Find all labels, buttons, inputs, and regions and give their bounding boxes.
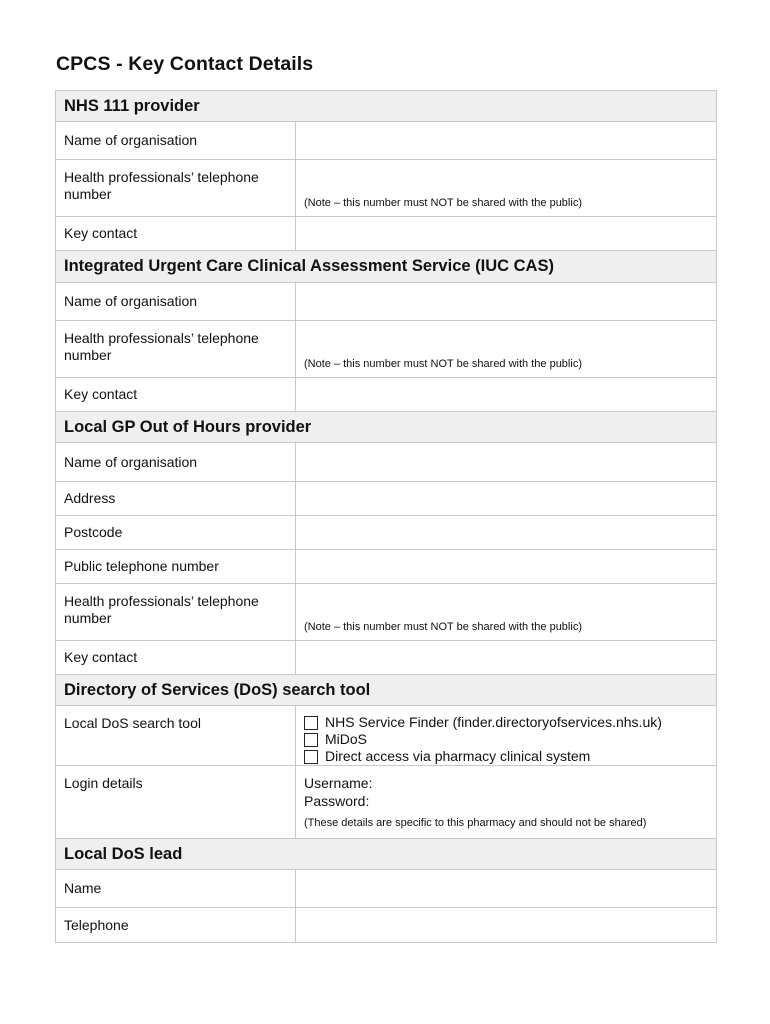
field-label: Login details xyxy=(56,766,296,839)
dos-login-field[interactable] xyxy=(296,766,717,839)
dos-option[interactable] xyxy=(304,714,708,731)
gp-name-field[interactable] xyxy=(296,443,717,482)
dos-lead-phone-field[interactable] xyxy=(296,908,717,943)
phone-note: (Note – this number must NOT be shared with the public) xyxy=(304,197,582,209)
nhs111-phone-field[interactable] xyxy=(296,160,717,217)
field-label: Health professionals’ telephone number xyxy=(56,584,296,641)
row-dos-login xyxy=(56,766,717,839)
row-gp-name xyxy=(56,443,717,482)
password-label: Password: xyxy=(304,793,370,809)
gp-address-field[interactable] xyxy=(296,482,717,516)
section-heading: Integrated Urgent Care Clinical Assessment Service (IUC CAS) xyxy=(56,251,717,283)
checkbox-icon[interactable] xyxy=(304,716,318,730)
row-nhs111-phone xyxy=(56,160,717,217)
field-label: Key contact xyxy=(56,217,296,251)
field-label: Public telephone number xyxy=(56,550,296,584)
row-iuccas-name xyxy=(56,283,717,321)
phone-note: (Note – this number must NOT be shared with the public) xyxy=(304,358,582,370)
option-label: Direct access via pharmacy clinical system xyxy=(325,748,591,764)
field-label: Name of organisation xyxy=(56,122,296,160)
section-nhs111 xyxy=(56,91,717,122)
row-nhs111-name xyxy=(56,122,717,160)
nhs111-name-field[interactable] xyxy=(296,122,717,160)
gp-public-phone-field[interactable] xyxy=(296,550,717,584)
option-label: MiDoS xyxy=(325,731,368,747)
row-dos-lead-name xyxy=(56,870,717,908)
field-label: Name xyxy=(56,870,296,908)
field-label: Postcode xyxy=(56,516,296,550)
section-dos xyxy=(56,675,717,706)
row-iuccas-contact xyxy=(56,378,717,412)
dos-lead-name-field[interactable] xyxy=(296,870,717,908)
section-heading: Local DoS lead xyxy=(56,839,717,870)
section-gp-ooh xyxy=(56,412,717,443)
section-heading: NHS 111 provider xyxy=(56,91,717,122)
document-title: CPCS - Key Contact Details xyxy=(56,53,314,75)
row-gp-address xyxy=(56,482,717,516)
checkbox-icon[interactable] xyxy=(304,750,318,764)
section-heading: Directory of Services (DoS) search tool xyxy=(56,675,717,706)
field-label: Name of organisation xyxy=(56,443,296,482)
row-gp-phone xyxy=(56,584,717,641)
gp-phone-field[interactable] xyxy=(296,584,717,641)
row-gp-contact xyxy=(56,641,717,675)
row-iuccas-phone xyxy=(56,321,717,378)
field-label: Telephone xyxy=(56,908,296,943)
phone-note: (Note – this number must NOT be shared with the public) xyxy=(304,621,582,633)
field-label: Health professionals’ telephone number xyxy=(56,160,296,217)
nhs111-contact-field[interactable] xyxy=(296,217,717,251)
row-nhs111-contact xyxy=(56,217,717,251)
username-label: Username: xyxy=(304,775,373,791)
row-gp-postcode xyxy=(56,516,717,550)
dos-tool-options xyxy=(296,706,717,766)
field-label: Key contact xyxy=(56,378,296,412)
dos-option[interactable] xyxy=(304,748,708,765)
iuccas-contact-field[interactable] xyxy=(296,378,717,412)
gp-contact-field[interactable] xyxy=(296,641,717,675)
login-note: (These details are specific to this pharmacy and should not be shared) xyxy=(304,817,647,829)
iuccas-phone-field[interactable] xyxy=(296,321,717,378)
section-heading: Local GP Out of Hours provider xyxy=(56,412,717,443)
gp-postcode-field[interactable] xyxy=(296,516,717,550)
contact-details-form xyxy=(55,90,717,943)
field-label: Address xyxy=(56,482,296,516)
field-label: Health professionals’ telephone number xyxy=(56,321,296,378)
checkbox-icon[interactable] xyxy=(304,733,318,747)
section-iuccas xyxy=(56,251,717,283)
section-dos-lead xyxy=(56,839,717,870)
field-label: Key contact xyxy=(56,641,296,675)
iuccas-name-field[interactable] xyxy=(296,283,717,321)
row-gp-public-phone xyxy=(56,550,717,584)
dos-option[interactable] xyxy=(304,731,708,748)
field-label: Local DoS search tool xyxy=(56,706,296,766)
row-dos-lead-phone xyxy=(56,908,717,943)
field-label: Name of organisation xyxy=(56,283,296,321)
option-label: NHS Service Finder (finder.directoryofservices.nhs.uk) xyxy=(325,714,662,730)
row-dos-tool xyxy=(56,706,717,766)
